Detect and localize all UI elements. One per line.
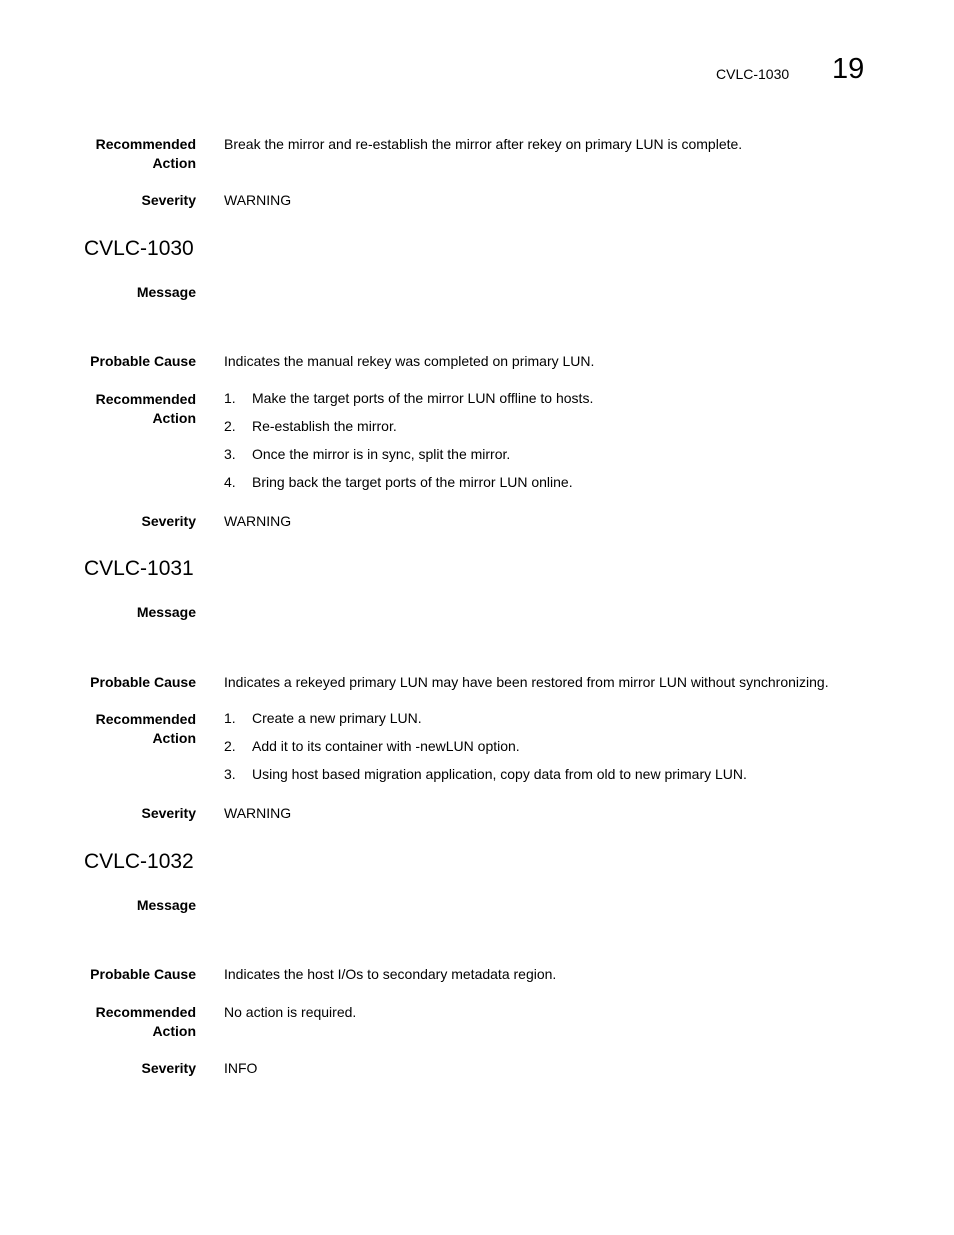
severity-label: Severity [141, 192, 196, 208]
probable-cause-label: Probable Cause [90, 353, 196, 369]
action-step: 3. Using host based migration application, copy data from old to new primary LUN. [224, 766, 747, 782]
running-header-title: CVLC-1030 [716, 66, 790, 82]
probable-cause-text: Indicates the host I/Os to secondary metadata region. [224, 966, 557, 982]
probable-cause-label: Probable Cause [90, 966, 196, 982]
action-step: 3. Once the mirror is in sync, split the mirror. [224, 446, 511, 462]
action-step: 2. Re-establish the mirror. [224, 418, 397, 434]
severity-label: Severity [141, 805, 196, 821]
action-step: 1. Create a new primary LUN. [224, 710, 422, 726]
severity-value: WARNING [224, 513, 292, 529]
action-step: 4. Bring back the target ports of the mirror LUN online. [224, 474, 573, 490]
severity-label: Severity [141, 513, 196, 529]
message-label: Message [136, 284, 196, 300]
severity-value: WARNING [224, 192, 292, 208]
section-heading: CVLC-1030 [84, 237, 194, 260]
recommended-action-label: Recommended Action [95, 711, 196, 746]
severity-label: Severity [141, 1060, 196, 1076]
recommended-action-label: Recommended Action [95, 136, 196, 171]
recommended-action-label: Recommended Action [95, 1004, 196, 1039]
message-label: Message [136, 897, 196, 913]
probable-cause-label: Probable Cause [90, 674, 196, 690]
probable-cause-text: Indicates a rekeyed primary LUN may have been restored from mirror LUN without synchronizing. [224, 674, 829, 690]
message-label: Message [136, 604, 196, 620]
section-heading: CVLC-1032 [84, 850, 194, 873]
recommended-action-label: Recommended Action [95, 391, 196, 426]
severity-value: INFO [224, 1060, 258, 1076]
probable-cause-text: Indicates the manual rekey was completed on primary LUN. [224, 353, 595, 369]
section-heading: CVLC-1031 [84, 557, 194, 580]
action-step: 2. Add it to its container with -newLUN option. [224, 738, 520, 754]
severity-value: WARNING [224, 805, 292, 821]
action-step: 1. Make the target ports of the mirror LUN offline to hosts. [224, 390, 594, 406]
chapter-number: 19 [832, 53, 865, 85]
recommended-action-text: Break the mirror and re-establish the mirror after rekey on primary LUN is complete. [224, 136, 743, 152]
recommended-action-text: No action is required. [224, 1004, 357, 1020]
